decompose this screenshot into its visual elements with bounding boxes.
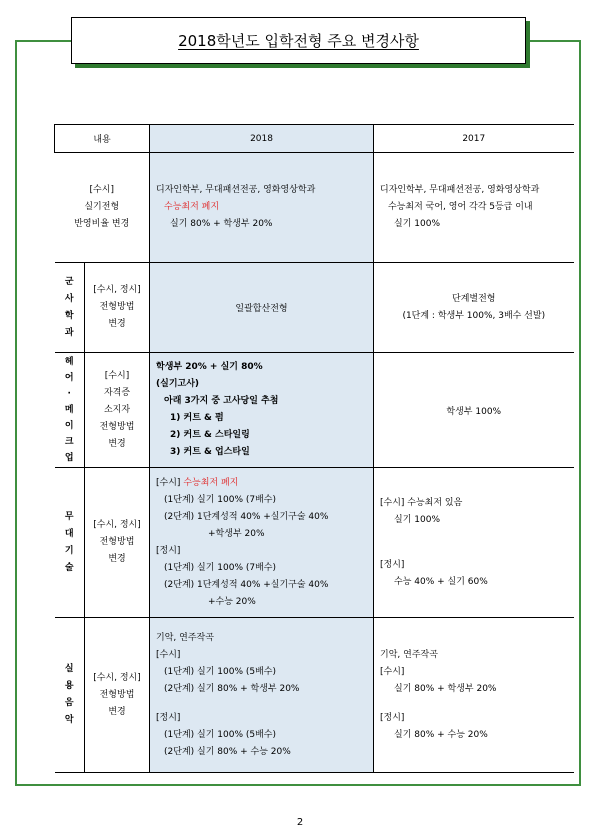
dept-char: 악 (64, 715, 74, 725)
header-row (55, 125, 574, 153)
item-line: 변경 (108, 319, 126, 329)
susi-label: [수시] (156, 477, 181, 488)
cell-line: 3) 커트 & 업스타일 (170, 447, 250, 457)
cell-line: 2) 커트 & 스타일링 (170, 430, 250, 440)
row4-item (85, 468, 150, 618)
item-line: 반영비율 변경 (74, 219, 130, 229)
row1-2018 (150, 153, 374, 263)
cell-line: (1단계) 실기 100% (7배수) (164, 562, 276, 573)
item-line: 전형방법 (99, 421, 135, 432)
page-title: 2018학년도 입학전형 주요 변경사항 (178, 32, 419, 50)
cell-line: 실기 80% + 학생부 20% (394, 683, 497, 694)
cell-line: 기악, 연주작곡 (380, 649, 438, 660)
dept-char: 크 (64, 437, 74, 447)
susi-label: [수시] (156, 649, 181, 660)
cell-line: 단계별전형 (452, 293, 496, 304)
cell-line: (실기고사) (156, 379, 200, 389)
cell-line: 기악, 연주작곡 (156, 632, 214, 643)
row2-item (85, 263, 150, 353)
susi-label: [수시] (380, 666, 405, 677)
dept-char: 이 (64, 421, 74, 431)
table-row (55, 153, 574, 263)
row5-2017 (374, 618, 574, 773)
cell-line: [수시] 수능최저 있음 (380, 497, 463, 508)
row3-2018 (150, 353, 374, 468)
dept-stage-tech (55, 468, 85, 618)
dept-char: 메 (64, 405, 74, 415)
header-2017: 2017 (374, 125, 574, 153)
dept-char: 대 (64, 528, 74, 539)
item-line: 변경 (108, 554, 126, 564)
row2-2017 (374, 263, 574, 353)
cell-line: +수능 20% (208, 596, 256, 607)
cell-line: [정시] (380, 559, 405, 570)
item-line: 전형방법 (99, 689, 135, 700)
cell-line: (2단계) 실기 80% + 학생부 20% (164, 683, 300, 694)
dept-char: 어 (64, 373, 74, 383)
dept-applied-music (55, 618, 85, 773)
row1-2017 (374, 153, 574, 263)
item-line: [수시, 정시] (93, 672, 141, 683)
item-line: [수시, 정시] (93, 285, 141, 295)
dept-char: · (67, 389, 71, 399)
item-line: 변경 (108, 438, 126, 449)
row4-2017 (374, 468, 574, 618)
dept-char: 무 (64, 511, 74, 522)
dept-char: 과 (64, 327, 74, 338)
cell-line: +학생부 20% (208, 528, 265, 539)
row5-item (85, 618, 150, 773)
item-line: 전형방법 (99, 537, 135, 547)
cell-line: 실기 80% + 학생부 20% (170, 219, 273, 229)
dept-char: 학 (64, 310, 74, 321)
table-row (55, 263, 574, 353)
cell-line: (1단계 : 학생부 100%, 3배수 선발) (402, 310, 546, 321)
item-line: [수시] (104, 370, 130, 381)
cell-line: 디자인학부, 무대패션전공, 영화영상학과 (156, 185, 316, 195)
cell-line: 수능 40% + 실기 60% (394, 576, 488, 587)
header-2018: 2018 (150, 125, 374, 153)
dept-char: 음 (64, 698, 74, 708)
row4-2018 (150, 468, 374, 618)
cell-line: (2단계) 1단계성적 40% +실기구술 40% (164, 579, 329, 590)
title-box (71, 17, 526, 64)
dept-char: 실 (64, 664, 74, 674)
item-line: 변경 (108, 706, 126, 717)
cell-line: 학생부 20% + 실기 80% (156, 362, 263, 372)
cell-line: (2단계) 실기 80% + 수능 20% (164, 746, 291, 757)
dept-char: 업 (64, 453, 74, 463)
jeongsi-label: [정시] (156, 712, 181, 723)
table-row (55, 353, 574, 468)
cell-line: 1) 커트 & 펌 (170, 413, 224, 423)
dept-char: 사 (64, 293, 74, 304)
item-line: 소지자 (103, 404, 131, 415)
row3-item (85, 353, 150, 468)
cell-line: 수능최저 국어, 영어 각각 5등급 이내 (388, 202, 533, 212)
susi-note-red: 수능최저 폐지 (183, 477, 239, 488)
dept-char: 용 (64, 681, 74, 691)
item-line: [수시, 정시] (93, 520, 141, 530)
cell-line (156, 475, 367, 492)
row1-item (55, 153, 150, 263)
jeongsi-label: [정시] (380, 712, 405, 723)
dept-military (55, 263, 85, 353)
cell-line: 실기 80% + 수능 20% (394, 729, 488, 740)
item-line: 전형방법 (99, 302, 135, 312)
item-line: 실기전형 (84, 202, 120, 212)
dept-hair-makeup (55, 353, 85, 468)
cell-line: (1단계) 실기 100% (7배수) (164, 494, 276, 505)
jeongsi-label: [정시] (156, 545, 181, 556)
table-row (55, 618, 574, 773)
cell-line: (1단계) 실기 100% (5배수) (164, 729, 276, 740)
item-line: [수시] (89, 185, 114, 195)
cell-line-red: 수능최저 폐지 (164, 202, 220, 212)
header-item: 내용 (55, 125, 150, 153)
page-number: 2 (296, 817, 304, 828)
table-row (55, 468, 574, 618)
cell-line: 아래 3가지 중 고사당일 추첨 (164, 396, 279, 406)
changes-table (54, 124, 574, 773)
cell-line: (1단계) 실기 100% (5배수) (164, 666, 276, 677)
item-line: 자격증 (103, 387, 131, 398)
cell-line: 실기 100% (394, 514, 440, 525)
cell-line: 실기 100% (394, 219, 440, 229)
dept-char: 기 (64, 545, 74, 556)
dept-char: 군 (64, 276, 74, 287)
cell-line: 디자인학부, 무대패션전공, 영화영상학과 (380, 185, 540, 195)
dept-char: 헤 (64, 357, 74, 367)
row5-2018 (150, 618, 374, 773)
row3-2017: 학생부 100% (374, 353, 574, 468)
dept-char: 술 (64, 562, 74, 573)
cell-line: (2단계) 1단계성적 40% +실기구술 40% (164, 511, 329, 522)
row2-2018: 일괄합산전형 (150, 263, 374, 353)
